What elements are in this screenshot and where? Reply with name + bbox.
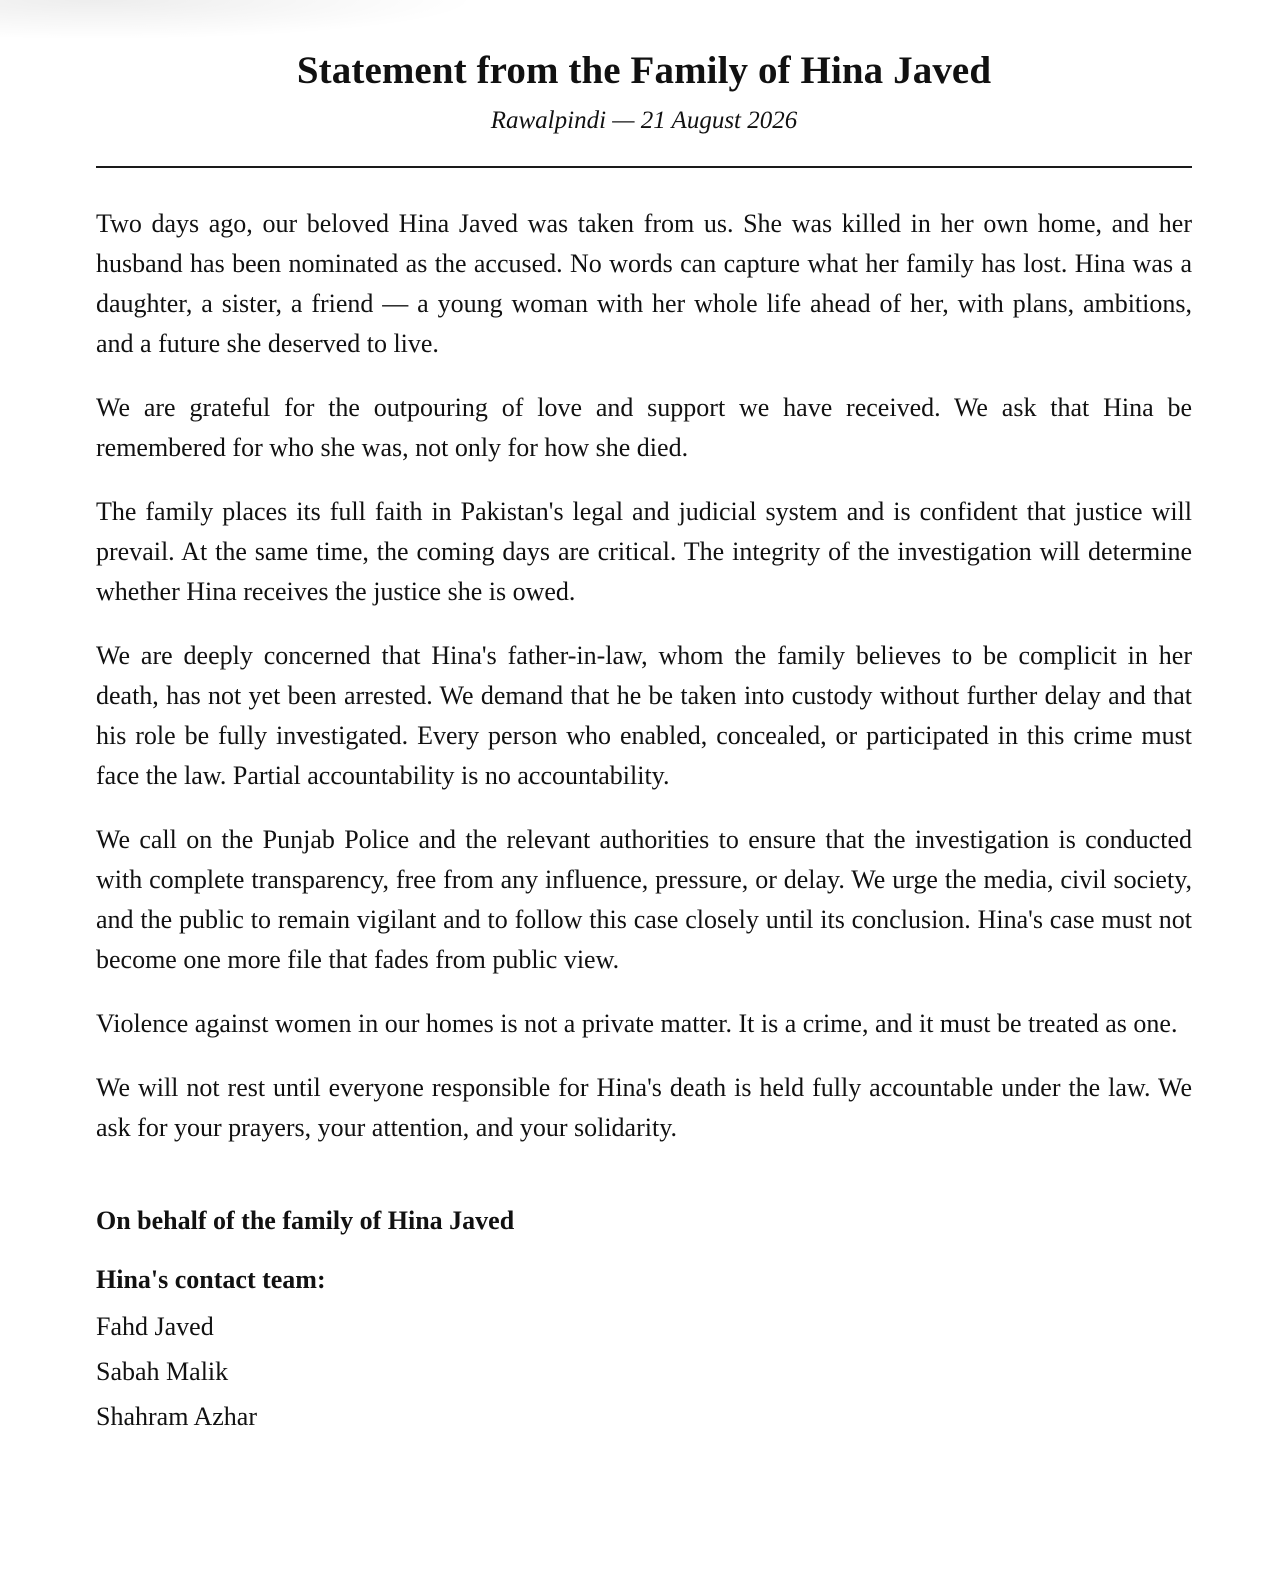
signoff: On behalf of the family of Hina Javed	[96, 1206, 515, 1235]
contact-name: Sabah Malik	[96, 1357, 229, 1386]
paragraph: We call on the Punjab Police and the relevant authorities to ensure that the investigation is conducted with complete transparency, free from any influence, pressure, or delay. We urge the media, civil society, and the public to remain vigilant and to follow this case closely until its conclusion. Hina's case must not become one more file that fades from public view.	[96, 825, 1192, 974]
contact-name: Shahram Azhar	[96, 1402, 258, 1431]
contact-heading: Hina's contact team:	[96, 1265, 326, 1294]
paragraph: The family places its full faith in Pakistan's legal and judicial system and is confident that justice will prevail. At the same time, the coming days are critical. The integrity of the investigation will determine whether Hina receives the justice she is owed.	[96, 497, 1192, 606]
statement-body	[96, 204, 1192, 1148]
paragraph: We are deeply concerned that Hina's father-in-law, whom the family believes to be complicit in her death, has not yet been arrested. We demand that he be taken into custody without further delay and that his role be fully investigated. Every person who enabled, concealed, or participated in this crime must face the law. Partial accountability is no accountability.	[96, 641, 1192, 790]
paragraph: Violence against women in our homes is not a private matter. It is a crime, and it must be treated as one.	[96, 1009, 1178, 1038]
header-divider	[96, 166, 1192, 168]
page-title: Statement from the Family of Hina Javed	[296, 49, 992, 92]
paragraph: We are grateful for the outpouring of love and support we have received. We ask that Hina be remembered for who she was, not only for how she died.	[96, 393, 1192, 462]
contact-list	[96, 1304, 1192, 1439]
paragraph: Two days ago, our beloved Hina Javed was taken from us. She was killed in her own home, and her husband has been nominated as the accused. No words can capture what her family has lost. Hina was a daughter, a sister, a friend — a young woman with her whole life ahead of her, with plans, ambitions, and a future she deserved to live.	[96, 209, 1192, 358]
contact-name: Fahd Javed	[96, 1312, 214, 1341]
statement-page	[96, 0, 1192, 1439]
dateline: Rawalpindi — 21 August 2026	[490, 107, 798, 134]
paragraph: We will not rest until everyone responsible for Hina's death is held fully accountable under the law. We ask for your prayers, your attention, and your solidarity.	[96, 1073, 1192, 1142]
